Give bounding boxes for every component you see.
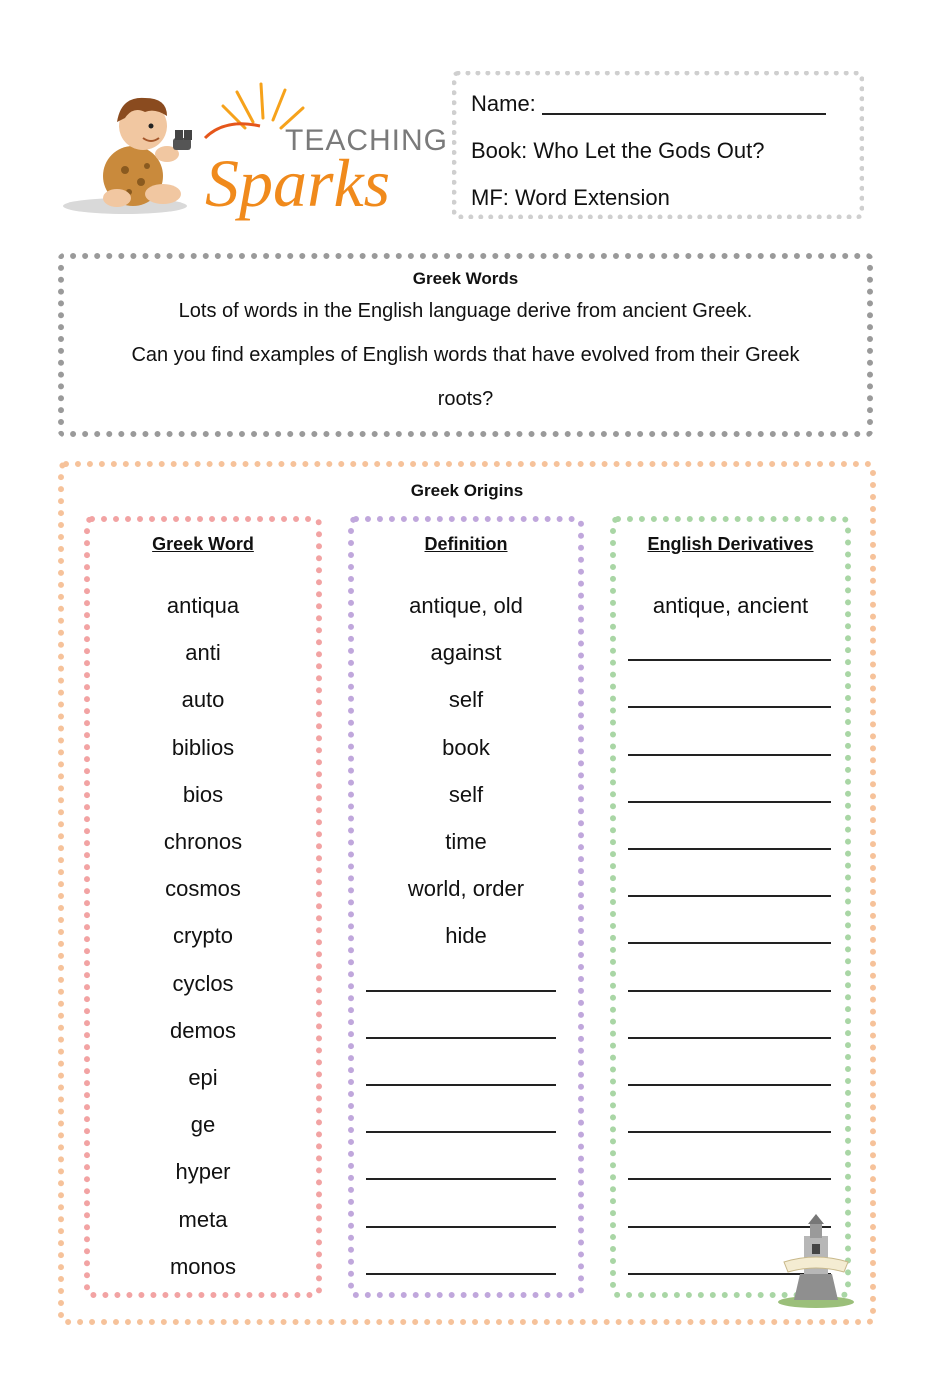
english-derivative-answer-line[interactable] [628,942,831,944]
greek-word: auto [181,687,225,713]
definition-header: Definition [424,534,508,554]
definition-answer-line[interactable] [366,1037,556,1039]
definition-answer-line[interactable] [366,1226,556,1228]
name-label: Name: [471,91,536,116]
definition: book [442,734,490,760]
english-derivative-answer-line[interactable] [628,990,831,992]
intro-line: Lots of words in the English language derive from ancient Greek. [178,300,753,322]
teaching-sparks-logo [55,78,449,223]
english-derivative-answer-line[interactable] [628,706,831,708]
definition: self [448,781,484,807]
worksheet-info-box [452,71,864,219]
english-derivatives-header: English Derivatives [647,534,814,554]
book-label: Book: Who Let the Gods Out? [471,138,765,163]
greek-word: demos [169,1017,237,1043]
name-row [471,84,845,131]
definition: self [448,687,484,713]
intro-text [88,289,843,421]
english-derivative-answer-line[interactable] [628,801,831,803]
definition: time [445,829,487,854]
definition-column [348,516,584,1298]
definition: hide [445,923,487,949]
english-derivative-answer-line[interactable] [628,1037,831,1039]
brand-line1: TEACHING [285,124,449,157]
greek-word: chronos [163,829,243,854]
greek-word: antiqua [166,593,240,618]
name-input-line[interactable] [542,87,826,115]
english-derivative-answer-line[interactable] [628,1084,831,1086]
english-derivative-answer-line[interactable] [628,1131,831,1133]
definition-answer-line[interactable] [366,1084,556,1086]
greek-word: monos [169,1253,237,1279]
english-derivatives-column [610,516,851,1298]
greek-word-column [84,516,322,1298]
english-derivative-answer-line[interactable] [628,659,831,661]
definition: antique, old [409,593,523,618]
definition-answer-line[interactable] [366,990,556,992]
greek-word: cyclos [172,970,234,996]
greek-word: ge [190,1112,216,1138]
greek-word: epi [188,1065,218,1090]
greek-words-box [58,253,873,437]
greek-word: biblios [171,734,235,760]
intro-title: Greek Words [412,269,519,288]
greek-word: meta [178,1206,228,1232]
definition-answer-line[interactable] [366,1273,556,1275]
mf-label: MF: Word Extension [471,185,670,210]
origins-title: Greek Origins [410,481,524,500]
greek-word: anti [185,640,221,666]
english-derivative-answer-line[interactable] [628,1178,831,1180]
english-derivative-answer-line[interactable] [628,754,831,756]
intro-line: roots? [437,388,494,410]
definition: world, order [407,876,525,902]
greek-word: hyper [175,1159,231,1185]
intro-line: Can you find examples of English words that have evolved from their Greek [131,344,800,366]
greek-word-header: Greek Word [152,534,254,554]
english-derivative-answer-line[interactable] [628,895,831,897]
definition: against [430,640,502,666]
greek-tower-illustration [774,1214,858,1310]
english-derivative: antique, ancient [652,593,809,618]
english-derivative-answer-line[interactable] [628,848,831,850]
greek-word: crypto [173,923,233,949]
greek-word: cosmos [165,876,241,902]
brand-line2: Sparks [205,145,391,221]
definition-answer-line[interactable] [366,1131,556,1133]
greek-word: bios [182,781,224,807]
definition-answer-line[interactable] [366,1178,556,1180]
